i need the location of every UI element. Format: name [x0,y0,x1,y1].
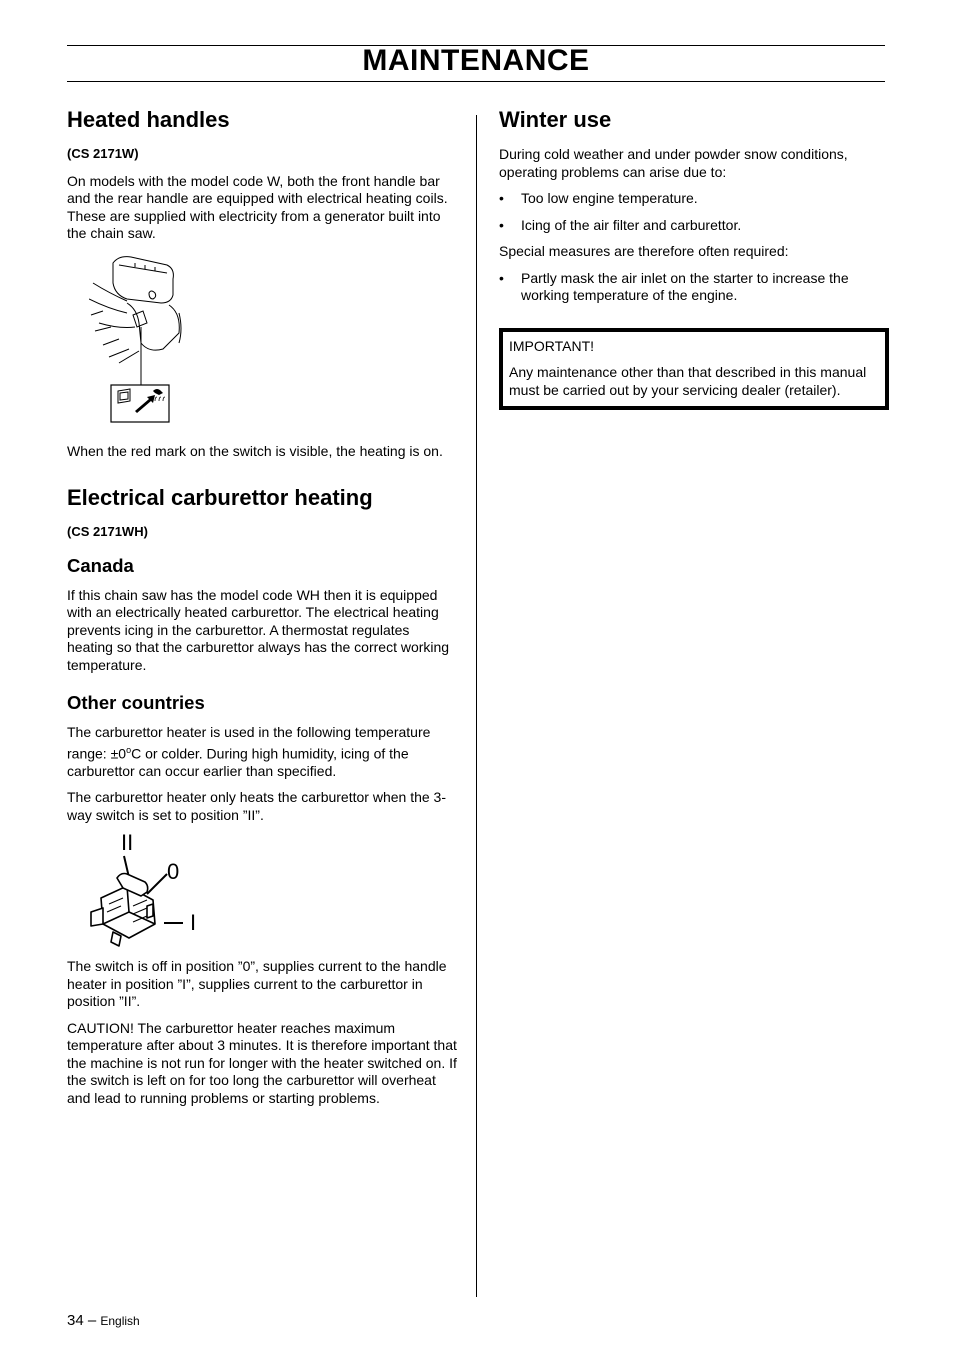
page-footer [67,1312,140,1329]
column-divider [476,115,477,1297]
switch-position-text: The carburettor heater only heats the carburettor when the 3-way switch is set to position ”II”. [67,789,446,823]
other-countries-heading: Other countries [67,692,205,713]
heated-handles-heading: Heated handles [67,107,230,132]
switch-function-text: The switch is off in position ”0”, supplies current to the handle heater in position ”I”, supplies current to the carburettor in position ”II”. [67,958,447,1010]
list-item: • Icing of the air filter and carburettor. [499,216,742,233]
heated-handles-text: On models with the model code W, both the front handle bar and the rear handle are equipped with electrical heating coils. These are supplied with electricity from a generator built into the chain saw. [67,172,448,241]
heating-on-text: When the red mark on the switch is visible, the heating is on. [67,442,443,459]
list-item: • Partly mask the air inlet on the starter to increase the working temperature of the engine. [499,269,849,303]
canada-heading: Canada [67,554,134,576]
winter-intro-text: During cold weather and under powder snow conditions, operating problems can arise due to: [499,146,848,180]
winter-problems-list [499,190,889,234]
special-measures-text: Special measures are therefore often required: [499,243,789,259]
important-text: Any maintenance other than that described in this manual must be carried out by your servicing dealer (retailer). [509,364,867,398]
temperature-range-text: The carburettor heater is used in the following temperature range: $\pm 0^oC$ or colder. During high humidity, icing of the carburettor can occur earlier than specified. [67,724,431,779]
switch-label-zero: 0 [167,859,180,885]
canada-text: If this chain saw has the model code WH then it is equipped with an electrically heated carburettor. The electrical heating prevents icing in the carburettor. A thermostat regulates heating so that the carburettor always has the correct working temperature. [67,586,450,673]
important-label: IMPORTANT! [509,337,595,354]
header-bottom-rule [67,81,885,82]
carb-heating-model: (CS 2171WH) [67,524,148,539]
page-number: 34 – [67,1312,97,1329]
right-column [499,105,889,410]
carb-heating-heading: Electrical carburettor heating [67,485,373,510]
heated-handles-model: (CS 2171W) [67,146,139,161]
list-item: • Too low engine temperature. [499,190,698,206]
heated-handle-switch-illustration [89,253,219,425]
important-notice-box [499,328,889,411]
three-way-switch-illustration [87,828,227,948]
page-title: MAINTENANCE [362,44,590,77]
switch-label-two: II [121,830,134,856]
winter-measures-list [499,270,889,305]
footer-language: English [100,1314,140,1328]
caution-text: CAUTION! The carburettor heater reaches maximum temperature after about 3 minutes. It is therefore important that the machine is not run for longer with the heater switched on. If the switch is left on for too long the carburettor will overheat and lead to running problems or starting problems. [67,1019,457,1106]
winter-use-heading: Winter use [499,107,612,132]
left-column [67,105,457,1107]
switch-label-one: I [190,910,197,936]
